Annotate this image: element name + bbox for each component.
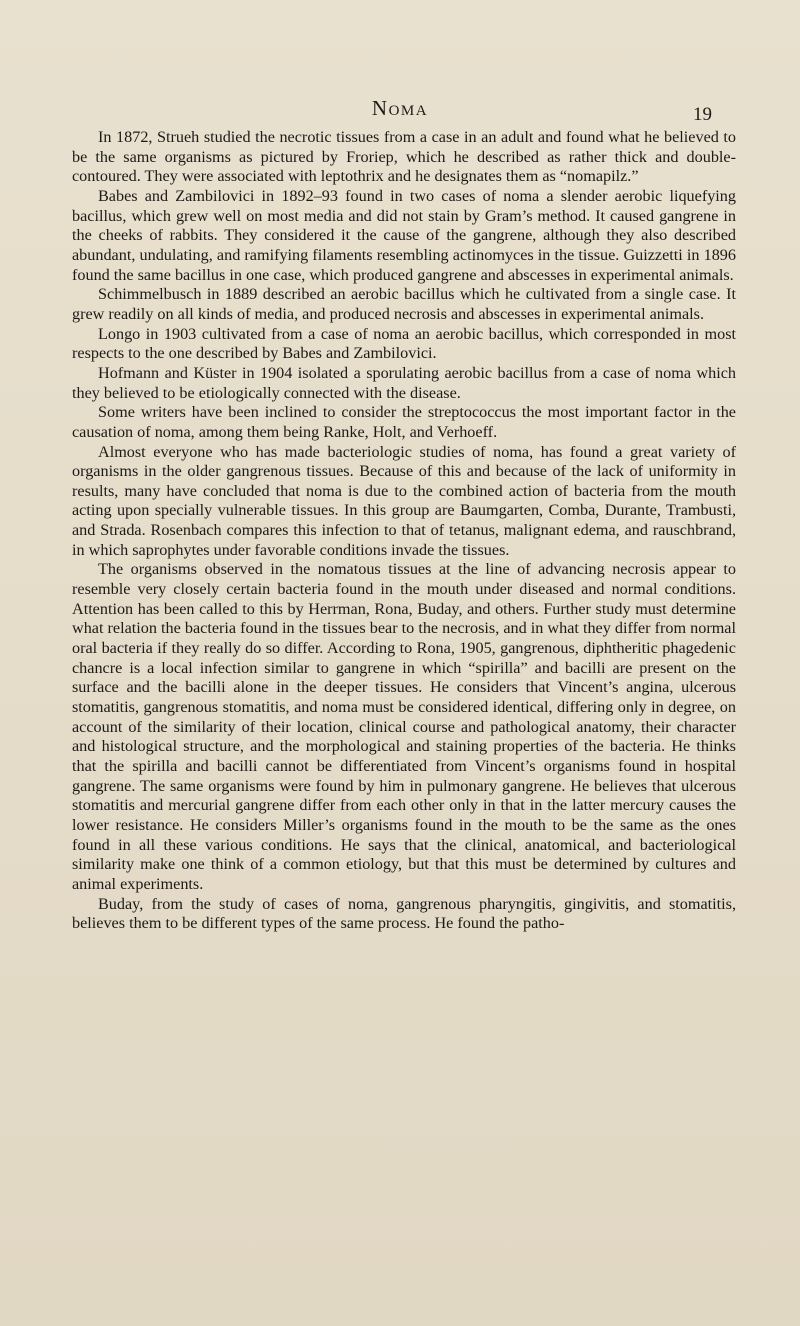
body-text [72,128,736,934]
paragraph: Buday, from the study of cases of noma, gangrenous pharyngitis, gingivitis, and stomatitis, believes them to be different types of the same process. He found the patho- [72,894,736,933]
running-title: Noma [371,96,429,120]
page-number: 19 [693,104,712,125]
paragraph: Some writers have been inclined to consider the streptococcus the most important factor in the causation of noma, among them being Ranke, Holt, and Verhoeff. [72,403,736,441]
paragraph: Longo in 1903 cultivated from a case of noma an aerobic bacillus, which corresponded in most respects to the one described by Babes and Zambilovici. [72,324,736,363]
paragraph: Babes and Zambilovici in 1892–93 found in two cases of noma a slender aerobic liquefying bacillus, which grew well on most media and did not stain by Gram’s method. It caused gangrene in the cheeks of rabbits. They considered it the cause of the gangrene, although they also described abundant, undulating, and ramifying filaments resembling actinomyces in the tissue. Guizzetti in 1896 found the same bacillus in one case, which produced gangrene and abscesses in experimental animals. [72,186,736,284]
paragraph: In 1872, Strueh studied the necrotic tissues from a case in an adult and found what he believed to be the same organisms as pictured by Froriep, which he described as rather thick and double-contoured. They were associated with leptothrix and he designates them as “nomapilz.” [72,128,736,186]
paragraph: Schimmelbusch in 1889 described an aerobic bacillus which he cultivated from a single case. It grew readily on all kinds of media, and produced necrosis and abscesses in experimental animals. [72,285,736,323]
paragraph: Hofmann and Küster in 1904 isolated a sporulating aerobic bacillus from a case of noma which they believed to be etiologically connected with the disease. [72,363,736,402]
paragraph: The organisms observed in the nomatous tissues at the line of advancing necrosis appear to resemble very closely certain bacteria found in the mouth under diseased and normal conditions. Attention has been called to this by Herrman, Rona, Buday, and others. Further study must determine what relation the bacteria found in the tissues bear to the necrosis, and in what they differ from normal oral bacteria if they really do so differ. According to Rona, 1905, gangrenous, diphtheritic phagedenic chancre is a local infection similar to gangrene in which “spirilla” and bacilli are present on the surface and the bacilli alone in the deeper tissues. He considers that Vincent’s angina, ulcerous stomatitis, gangrenous stomatitis, and noma must be considered identical, differing only in degree, on account of the similarity of their location, clinical course and pathological anatomy, their character and histological structure, and the morphological and staining properties of the bacteria. He thinks that the spirilla and bacilli cannot be differentiated from Vincent’s organisms found in hospital gangrene. The same organisms were found by him in pulmonary gangrene. He believes that ulcerous stomatitis and mercurial gangrene differ from each other only in that in the latter mercury causes the lower resistance. He considers Miller’s organisms found in the mouth to be the same as the ones found in all these various conditions. He says that the clinical, anatomical, and bacteriological similarity make one think of a common etiology, but that this must be determined by cultures and animal experiments. [72,560,736,893]
page-header [0,96,800,126]
paragraph: Almost everyone who has made bacteriologic studies of noma, has found a great variety of organisms in the older gangrenous tissues. Because of this and because of the lack of uniformity in results, many have concluded that noma is due to the combined action of bacteria from the mouth acting upon specially vulnerable tissues. In this group are Baumgarten, Comba, Durante, Trambusti, and Strada. Rosenbach compares this infection to that of tetanus, malignant edema, and rauschbrand, in which saprophytes under favorable conditions invade the tissues. [72,442,736,559]
